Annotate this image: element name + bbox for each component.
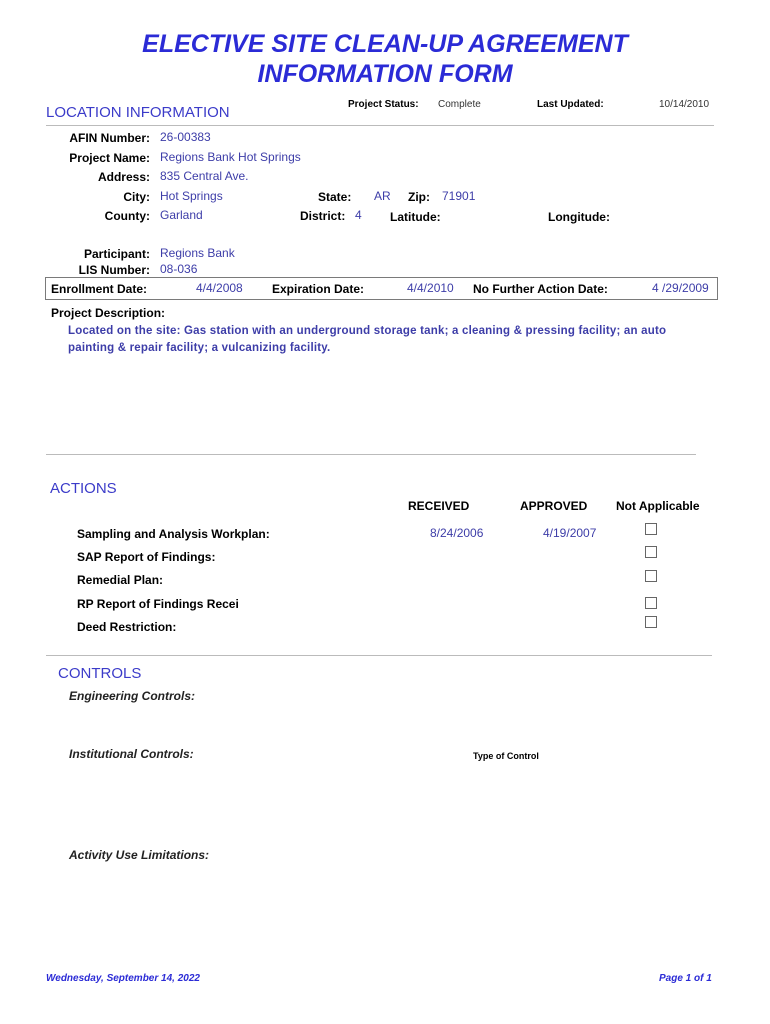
location-divider	[46, 125, 714, 126]
afin-value: 26-00383	[160, 130, 211, 144]
not-applicable-column-header: Not Applicable	[616, 499, 700, 513]
lis-number-label: LIS Number:	[78, 263, 150, 277]
action-row-label: SAP Report of Findings:	[77, 550, 216, 564]
district-label: District:	[300, 209, 346, 223]
enrollment-date-value: 4/4/2008	[196, 281, 243, 295]
engineering-controls-label: Engineering Controls:	[69, 689, 195, 703]
action-row-received: 8/24/2006	[430, 526, 484, 540]
form-title-line2: INFORMATION FORM	[257, 60, 513, 88]
expiration-date-value: 4/4/2010	[407, 281, 454, 295]
lis-number-value: 08-036	[160, 262, 198, 276]
not-applicable-checkbox[interactable]	[645, 523, 657, 535]
project-name-value: Regions Bank Hot Springs	[160, 150, 301, 164]
county-value: Garland	[160, 208, 203, 222]
participant-label: Participant:	[83, 247, 150, 261]
project-description-label: Project Description:	[51, 306, 166, 320]
project-description-value: Located on the site: Gas station with an underground storage tank; a cleaning & pressing facility; an auto painting & repair facility; a vulcanizing facility.	[68, 325, 667, 354]
action-row-label: Remedial Plan:	[77, 573, 164, 587]
district-value: 4	[355, 208, 362, 222]
action-row-label: Sampling and Analysis Workplan:	[77, 527, 270, 541]
not-applicable-checkbox[interactable]	[645, 546, 657, 558]
address-value: 835 Central Ave.	[160, 169, 249, 183]
state-label: State:	[318, 190, 352, 204]
actions-section-title: ACTIONS	[50, 480, 117, 497]
action-row-label: Deed Restriction:	[77, 620, 177, 634]
action-row-approved: 4/19/2007	[543, 526, 597, 540]
not-applicable-checkbox[interactable]	[645, 616, 657, 628]
approved-column-header: APPROVED	[520, 499, 588, 513]
zip-label: Zip:	[408, 190, 430, 204]
footer-page-number: Page 1 of 1	[659, 973, 712, 984]
participant-value: Regions Bank	[160, 246, 235, 260]
received-column-header: RECEIVED	[408, 499, 470, 513]
state-value: AR	[374, 189, 391, 203]
no-further-action-value: 4 /29/2009	[652, 281, 709, 295]
actions-divider	[46, 655, 712, 656]
not-applicable-checkbox[interactable]	[645, 570, 657, 582]
latitude-label: Latitude:	[390, 210, 441, 224]
project-name-label: Project Name:	[69, 151, 150, 165]
enrollment-date-label: Enrollment Date:	[51, 282, 148, 296]
afin-label: AFIN Number:	[69, 131, 150, 145]
description-divider	[46, 454, 696, 455]
county-label: County:	[104, 209, 150, 223]
action-row-label: RP Report of Findings Recei	[77, 597, 239, 611]
activity-use-limitations-label: Activity Use Limitations:	[69, 848, 210, 862]
address-label: Address:	[97, 170, 150, 184]
institutional-controls-label: Institutional Controls:	[69, 747, 194, 761]
city-value: Hot Springs	[160, 189, 223, 203]
last-updated-label: Last Updated:	[537, 99, 604, 110]
last-updated-value: 10/14/2010	[659, 99, 710, 110]
project-status-label: Project Status:	[348, 99, 419, 110]
zip-value: 71901	[442, 189, 476, 203]
no-further-action-label: No Further Action Date:	[473, 282, 608, 296]
longitude-label: Longitude:	[548, 210, 610, 224]
expiration-date-label: Expiration Date:	[272, 282, 365, 296]
location-section-title: LOCATION INFORMATION	[46, 104, 230, 121]
not-applicable-checkbox[interactable]	[645, 597, 657, 609]
controls-section-title: CONTROLS	[58, 665, 142, 682]
city-label: City:	[123, 190, 150, 204]
form-title-line1: ELECTIVE SITE CLEAN-UP AGREEMENT	[142, 30, 628, 58]
project-status-value: Complete	[438, 99, 481, 110]
type-of-control-label: Type of Control	[473, 751, 539, 761]
footer-date: Wednesday, September 14, 2022	[46, 973, 200, 984]
